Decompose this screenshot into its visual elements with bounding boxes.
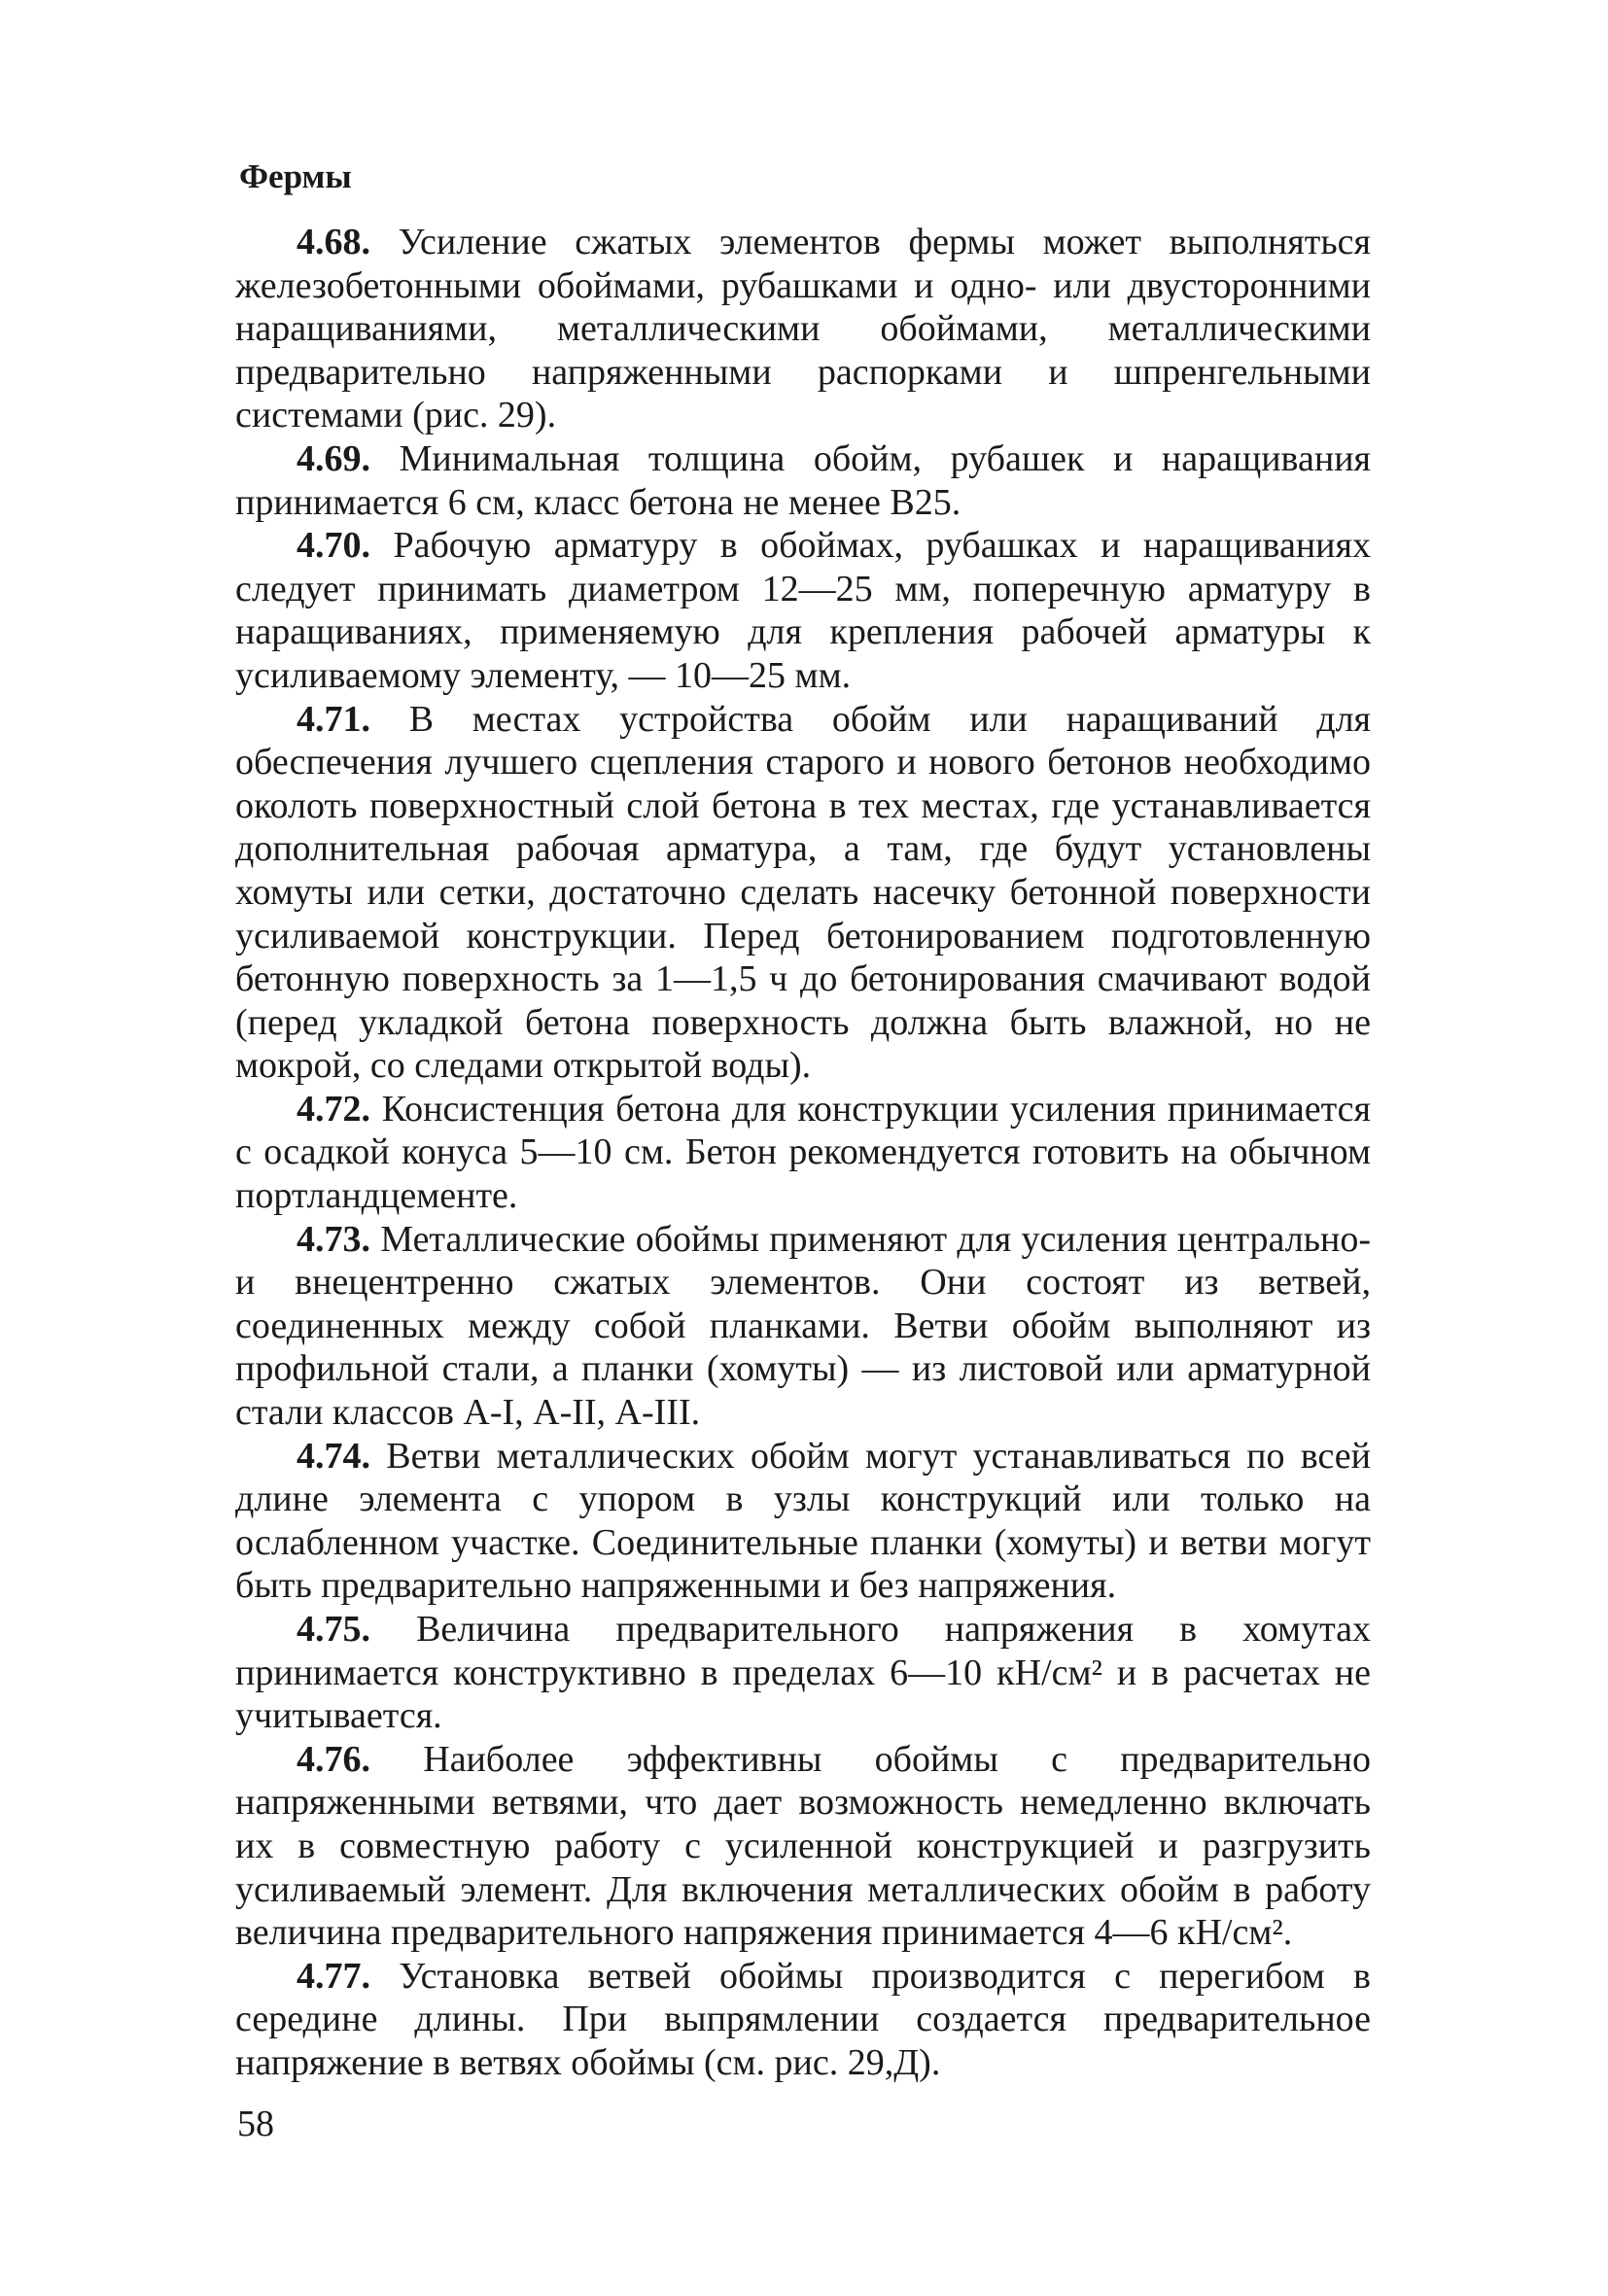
paragraph-4-77 — [235, 1955, 1371, 2085]
paragraph-text: Величина предварительного напряжения в хомутах принимается конструктивно в пределах 6—10 кН/см² и в расчетах не учитывается. — [235, 1609, 1371, 1737]
paragraph-number: 4.77. — [297, 1955, 370, 1997]
paragraph-text: Установка ветвей обоймы производится с перегибом в середине длины. При выпрямлении создается предварительное напряжение в ветвях обоймы (см. рис. 29,Д). — [235, 1955, 1371, 2083]
paragraph-text: Минимальная толщина обойм, рубашек и наращивания принимается 6 см, класс бетона не менее В25. — [235, 437, 1372, 523]
paragraph-4-73 — [235, 1218, 1371, 1435]
paragraph-number: 4.73. — [297, 1218, 370, 1260]
paragraph-text: Металлические обоймы применяют для усиления центрально- и внецентренно сжатых элементов. Они состоят из ветвей, соединенных между собой планками. Ветви обойм выполняют из профильной стали, а планки (хомуты) — из листовой или арматурной стали классов А-I, А-II, А-III. — [235, 1218, 1371, 1434]
section-heading: Фермы — [239, 157, 352, 195]
paragraph-4-70 — [235, 524, 1371, 697]
paragraph-4-76 — [235, 1738, 1371, 1955]
paragraph-4-74 — [235, 1435, 1371, 1608]
paragraph-text: Ветви металлических обойм могут устанавливаться по всей длине элемента с упором в узлы конструкций или только на ослабленном участке. Соединительные планки (хомуты) и ветви могут быть предварительно напряженными и без напряжения. — [235, 1435, 1371, 1607]
paragraph-4-75 — [235, 1608, 1371, 1738]
paragraph-number: 4.70. — [297, 525, 370, 567]
paragraph-text: В местах устройства обойм или наращиваний для обеспечения лучшего сцепления старого и нового бетонов необходимо околоть поверхностный слой бетона в тех местах, где устанавливается дополнительная рабочая арматура, а там, где будут установлены хомуты или сетки, достаточно сделать насечку бетонной поверхности усиливаемой конструкции. Перед бетонированием подготовленную бетонную поверхность за 1—1,5 ч до бетонирования смачивают водой (перед укладкой бетона поверхность должна быть влажной, но не мокрой, со следами открытой воды). — [235, 698, 1372, 1087]
paragraph-number: 4.69. — [297, 437, 370, 479]
paragraph-4-71 — [235, 698, 1371, 1088]
paragraph-number: 4.71. — [297, 698, 370, 740]
paragraph-4-69 — [235, 437, 1371, 524]
paragraph-number: 4.72. — [297, 1088, 370, 1130]
paragraph-text: Рабочую арматуру в обоймах, рубашках и наращиваниях следует принимать диаметром 12—25 мм, поперечную арматуру в наращиваниях, применяемую для крепления рабочей арматуры к усиливаемому элементу, — 10—25 мм. — [235, 525, 1371, 696]
paragraph-4-72 — [235, 1088, 1371, 1218]
page-body — [235, 156, 1371, 2085]
paragraph-text: Усиление сжатых элементов фермы может выполняться железобетонными обоймами, рубашками и одно- или двусторонними наращиваниями, металлическими обоймами, металлическими предварительно напряженными распорками и шпренгельными системами (рис. 29). — [235, 222, 1371, 436]
paragraph-number: 4.75. — [297, 1609, 370, 1650]
paragraph-number: 4.74. — [297, 1435, 370, 1477]
paragraph-number: 4.76. — [297, 1738, 370, 1780]
paragraph-text: Наиболее эффективны обоймы с предварительно напряженными ветвями, что дает возможность немедленно включать их в совместную работу с усиленной конструкцией и разгрузить усиливаемый элемент. Для включения металлических обойм в работу величина предварительного напряжения принимается 4—6 кН/см². — [235, 1738, 1371, 1954]
paragraph-text: Консистенция бетона для конструкции усиления принимается с осадкой конуса 5—10 см. Бетон рекомендуется готовить на обычном портландцементе. — [235, 1088, 1371, 1217]
page-number: 58 — [237, 2104, 274, 2144]
paragraph-number: 4.68. — [297, 222, 370, 262]
paragraph-4-68 — [235, 221, 1371, 437]
